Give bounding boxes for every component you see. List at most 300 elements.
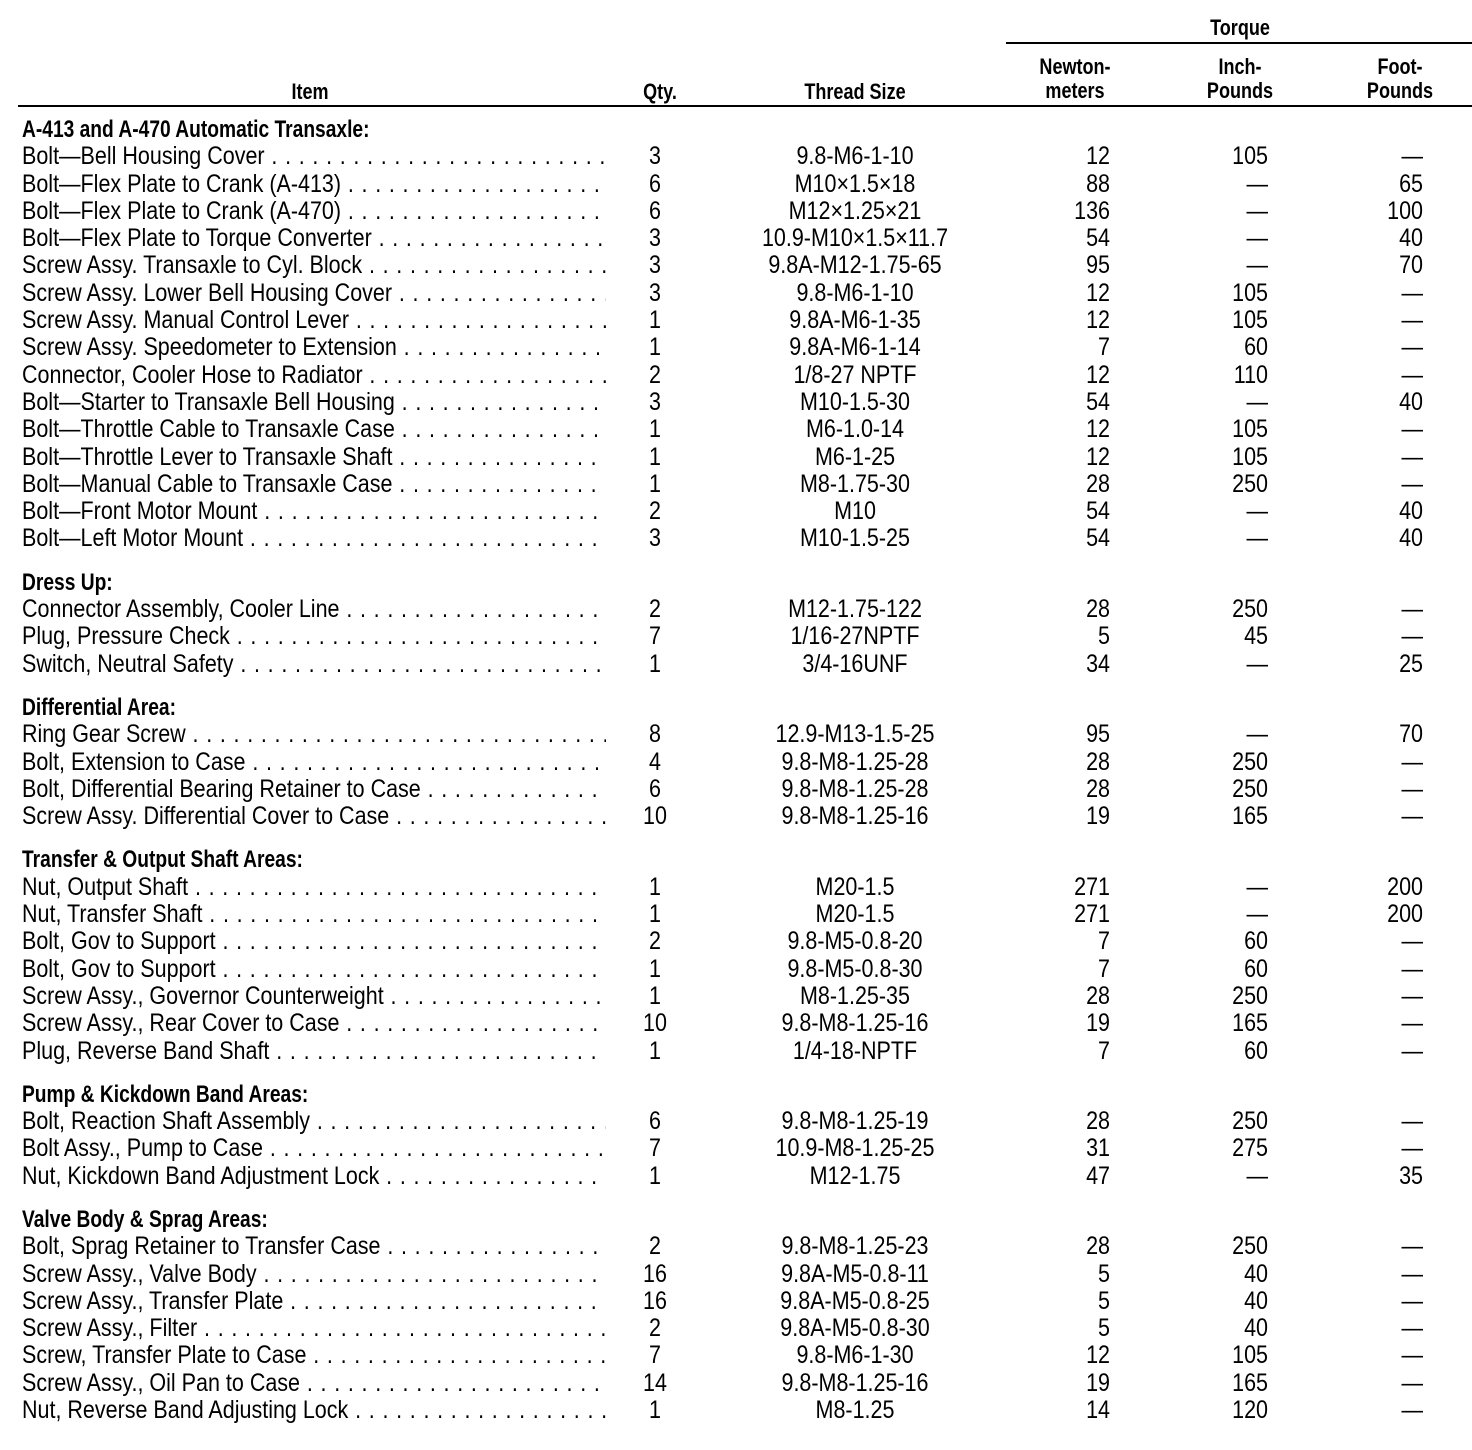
qty-cell: 8 [649, 720, 661, 749]
newton-meters-cell: 19 [1086, 1009, 1110, 1038]
qty-cell: 2 [649, 1232, 661, 1261]
inch-pounds-column-header [1191, 55, 1289, 103]
inch-pounds-cell: — [1246, 524, 1268, 553]
thread-size-cell: 9.8A-M5-0.8-11 [781, 1259, 929, 1288]
table-row [0, 252, 1472, 279]
table-row [0, 225, 1472, 252]
foot-pounds-cell: — [1401, 622, 1423, 651]
table-row [0, 525, 1472, 552]
thread-size-cell: 9.8A-M6-1-35 [789, 306, 921, 335]
thread-size-cell: M20-1.5 [815, 900, 895, 929]
qty-cell: 3 [649, 278, 661, 307]
foot-pounds-cell: — [1401, 442, 1423, 471]
qty-cell: 3 [649, 524, 661, 553]
ftlb-header-line1: Foot- [1377, 54, 1423, 79]
newton-meters-cell: 31 [1086, 1134, 1110, 1163]
foot-pounds-cell: — [1401, 802, 1423, 831]
thread-size-cell: 9.8-M8-1.25-23 [781, 1232, 929, 1261]
inch-pounds-cell: 165 [1232, 802, 1268, 831]
thread-size-cell: M10-1.5-25 [800, 524, 910, 553]
newton-meters-cell: 12 [1086, 360, 1110, 389]
header-bottom-rule [18, 105, 1472, 107]
foot-pounds-cell: — [1401, 1314, 1423, 1343]
qty-cell: 6 [649, 774, 661, 803]
qty-cell: 1 [649, 649, 661, 678]
thread-size-cell: 9.8-M8-1.25-16 [781, 802, 929, 831]
qty-cell: 1 [649, 306, 661, 335]
thread-size-cell: 9.8-M6-1-10 [796, 278, 914, 307]
item-label: Screw, Transfer Plate to Case . . . [22, 1342, 606, 1369]
thread-size-cell: M10-1.5-30 [800, 387, 910, 416]
foot-pounds-cell: — [1401, 595, 1423, 624]
item-label: Bolt—Left Motor Mount . . . [22, 525, 606, 552]
table-row [0, 1370, 1472, 1397]
inch-pounds-cell: 45 [1244, 622, 1268, 651]
inlb-header-line1: Inch- [1218, 54, 1262, 79]
foot-pounds-cell: — [1401, 1107, 1423, 1136]
section-title: Pump & Kickdown Band Areas: [22, 1080, 309, 1108]
foot-pounds-cell: 40 [1399, 224, 1423, 253]
newton-meters-cell: 28 [1086, 469, 1110, 498]
thread-size-cell: 9.8-M8-1.25-28 [781, 774, 929, 803]
qty-cell: 1 [649, 1036, 661, 1065]
qty-cell: 1 [649, 442, 661, 471]
inch-pounds-cell: — [1246, 169, 1268, 198]
table-row [0, 1010, 1472, 1037]
table-row [0, 171, 1472, 198]
thread-size-cell: 9.8A-M12-1.75-65 [768, 251, 942, 280]
table-row [0, 776, 1472, 803]
newton-meters-cell: 5 [1098, 1314, 1110, 1343]
inch-pounds-cell: 60 [1244, 333, 1268, 362]
foot-pounds-cell: — [1401, 1134, 1423, 1163]
qty-cell: 1 [649, 954, 661, 983]
inch-pounds-cell: 105 [1232, 306, 1268, 335]
inch-pounds-cell: — [1246, 1161, 1268, 1190]
thread-size-cell: 9.8-M8-1.25-16 [781, 1368, 929, 1397]
foot-pounds-cell: — [1401, 1286, 1423, 1315]
newton-meters-cell: 95 [1086, 251, 1110, 280]
thread-size-cell: 9.8-M8-1.25-28 [781, 747, 929, 776]
newton-meters-cell: 7 [1098, 333, 1110, 362]
inch-pounds-cell: 165 [1232, 1009, 1268, 1038]
item-label: Bolt, Gov to Support . . . [22, 928, 606, 955]
thread-size-cell: 9.8-M6-1-30 [796, 1341, 914, 1370]
inch-pounds-cell: 250 [1232, 595, 1268, 624]
item-label: Nut, Reverse Band Adjusting Lock . . . [22, 1397, 606, 1424]
newton-meters-cell: 136 [1074, 196, 1110, 225]
newton-meters-cell: 47 [1086, 1161, 1110, 1190]
thread-size-cell: 9.8-M8-1.25-16 [781, 1009, 929, 1038]
foot-pounds-cell: 25 [1399, 649, 1423, 678]
item-label: Screw Assy., Oil Pan to Case . . . [22, 1370, 606, 1397]
foot-pounds-column-header [1351, 55, 1449, 103]
thread-size-cell: 10.9-M10×1.5×11.7 [761, 224, 949, 253]
section-heading [0, 569, 1472, 596]
qty-cell: 3 [649, 387, 661, 416]
thread-size-cell: 1/8-27 NPTF [793, 360, 917, 389]
table-row [0, 1163, 1472, 1190]
item-label: Bolt Assy., Pump to Case . . . [22, 1135, 606, 1162]
inch-pounds-cell: — [1246, 649, 1268, 678]
thread-size-cell: M6-1-25 [814, 442, 896, 471]
inch-pounds-cell: — [1246, 224, 1268, 253]
inch-pounds-cell: 60 [1244, 1036, 1268, 1065]
table-row [0, 623, 1472, 650]
inch-pounds-cell: 250 [1232, 774, 1268, 803]
thread-size-cell: 9.8-M5-0.8-20 [787, 927, 923, 956]
thread-size-cell: M12-1.75 [809, 1161, 901, 1190]
item-label: Nut, Kickdown Band Adjustment Lock . . . [22, 1163, 606, 1190]
ftlb-header-line2: Pounds [1366, 78, 1434, 103]
section-heading [0, 1081, 1472, 1108]
item-label: Bolt—Manual Cable to Transaxle Case . . . [22, 471, 606, 498]
newton-meters-cell: 5 [1098, 1259, 1110, 1288]
nm-header-line1: Newton- [1039, 54, 1111, 79]
newton-meters-cell: 28 [1086, 774, 1110, 803]
newton-meters-cell: 19 [1086, 1368, 1110, 1397]
inch-pounds-cell: 250 [1232, 981, 1268, 1010]
newton-meters-cell: 14 [1086, 1396, 1110, 1425]
inch-pounds-cell: — [1246, 497, 1268, 526]
table-row [0, 901, 1472, 928]
thread-size-cell: M20-1.5 [815, 872, 895, 901]
item-label: Bolt, Extension to Case . . . [22, 749, 606, 776]
item-cell [22, 1397, 606, 1430]
qty-cell: 2 [649, 927, 661, 956]
newton-meters-cell: 28 [1086, 981, 1110, 1010]
thread-size-cell: 3/4-16UNF [802, 649, 908, 678]
newton-meters-cell: 7 [1098, 927, 1110, 956]
newton-meters-cell: 12 [1086, 415, 1110, 444]
newton-meters-cell: 5 [1098, 1286, 1110, 1315]
thread-size-cell: M8-1.75-30 [800, 469, 910, 498]
thread-size-cell: M10 [834, 497, 876, 526]
section-heading [0, 694, 1472, 721]
foot-pounds-cell: — [1401, 1009, 1423, 1038]
newton-meters-cell: 88 [1086, 169, 1110, 198]
item-label: Nut, Transfer Shaft . . . [22, 901, 606, 928]
table-row [0, 1261, 1472, 1288]
thread-size-cell: 10.9-M8-1.25-25 [775, 1134, 935, 1163]
qty-cell: 2 [649, 497, 661, 526]
inch-pounds-cell: — [1246, 251, 1268, 280]
newton-meters-cell: 54 [1086, 387, 1110, 416]
inch-pounds-cell: 105 [1232, 1341, 1268, 1370]
inch-pounds-cell: 250 [1232, 747, 1268, 776]
table-row [0, 1315, 1472, 1342]
newton-meters-cell: 28 [1086, 1232, 1110, 1261]
newton-meters-column-header [1026, 55, 1124, 103]
item-label: Screw Assy. Speedometer to Extension . . . [22, 334, 606, 361]
table-row [0, 956, 1472, 983]
inch-pounds-cell: 105 [1232, 278, 1268, 307]
item-label: Screw Assy., Valve Body . . . [22, 1261, 606, 1288]
table-row [0, 874, 1472, 901]
thread-size-column-header: Thread Size [804, 79, 906, 104]
inch-pounds-cell: 250 [1232, 1107, 1268, 1136]
inch-pounds-cell: 110 [1233, 360, 1268, 389]
newton-meters-cell: 34 [1086, 649, 1110, 678]
thread-size-cell: 9.8-M8-1.25-19 [781, 1107, 929, 1136]
foot-pounds-cell: — [1401, 1396, 1423, 1425]
foot-pounds-cell: — [1401, 415, 1423, 444]
foot-pounds-cell: — [1401, 1368, 1423, 1397]
newton-meters-cell: 54 [1086, 497, 1110, 526]
item-label: Bolt—Front Motor Mount . . . [22, 498, 606, 525]
qty-cell: 2 [649, 595, 661, 624]
section-heading [0, 846, 1472, 873]
newton-meters-cell: 7 [1098, 1036, 1110, 1065]
item-label: Bolt, Sprag Retainer to Transfer Case . . . [22, 1233, 606, 1260]
thread-size-cell: M12×1.25×21 [788, 196, 922, 225]
table-row [0, 1288, 1472, 1315]
newton-meters-cell: 54 [1086, 224, 1110, 253]
newton-meters-cell: 28 [1086, 595, 1110, 624]
foot-pounds-cell: — [1401, 469, 1423, 498]
item-column-header: Item [291, 79, 329, 104]
item-label: Bolt—Flex Plate to Crank (A-413) . . . [22, 171, 606, 198]
item-label: Ring Gear Screw . . . [22, 721, 606, 748]
thread-size-cell: M6-1.0-14 [805, 415, 904, 444]
section-heading [0, 1206, 1472, 1233]
inch-pounds-cell: 105 [1232, 415, 1268, 444]
section-title: Transfer & Output Shaft Areas: [22, 846, 303, 874]
thread-size-cell: M10×1.5×18 [794, 169, 916, 198]
inch-pounds-cell: — [1246, 720, 1268, 749]
qty-cell: 1 [649, 981, 661, 1010]
qty-cell: 4 [649, 747, 661, 776]
item-label: Screw Assy., Transfer Plate . . . [22, 1288, 606, 1315]
qty-cell: 1 [649, 333, 661, 362]
thread-size-cell: 12.9-M13-1.5-25 [775, 720, 935, 749]
newton-meters-cell: 54 [1086, 524, 1110, 553]
foot-pounds-cell: — [1401, 981, 1423, 1010]
item-label: Bolt—Flex Plate to Crank (A-470) . . . [22, 198, 606, 225]
qty-cell: 1 [649, 900, 661, 929]
item-label: Screw Assy. Differential Cover to Case . . . [22, 803, 606, 830]
thread-size-cell: 1/4-18-NPTF [792, 1036, 918, 1065]
foot-pounds-cell: 35 [1399, 1161, 1423, 1190]
qty-cell: 2 [649, 360, 661, 389]
foot-pounds-cell: — [1401, 278, 1423, 307]
inch-pounds-cell: 120 [1232, 1396, 1268, 1425]
inch-pounds-cell: 40 [1244, 1314, 1268, 1343]
foot-pounds-cell: — [1401, 142, 1423, 171]
inch-pounds-cell: 105 [1232, 142, 1268, 171]
table-row [0, 362, 1472, 389]
item-label: Plug, Reverse Band Shaft . . . [22, 1038, 606, 1065]
inch-pounds-cell: 40 [1244, 1286, 1268, 1315]
foot-pounds-cell: 70 [1399, 720, 1423, 749]
qty-cell: 1 [649, 1161, 661, 1190]
inlb-header-line2: Pounds [1206, 78, 1274, 103]
thread-size-cell: M8-1.25 [815, 1396, 895, 1425]
qty-cell: 10 [643, 1009, 667, 1038]
item-cell [22, 525, 606, 558]
qty-cell: 10 [643, 802, 667, 831]
qty-cell: 6 [649, 169, 661, 198]
section-title: Valve Body & Sprag Areas: [22, 1205, 268, 1233]
item-label: Bolt—Starter to Transaxle Bell Housing . . . [22, 389, 606, 416]
qty-cell: 1 [649, 1396, 661, 1425]
table-row [0, 721, 1472, 748]
inch-pounds-cell: 275 [1232, 1134, 1268, 1163]
foot-pounds-cell: — [1401, 1232, 1423, 1261]
item-label: Bolt, Differential Bearing Retainer to Case . . . [22, 776, 606, 803]
foot-pounds-cell: — [1401, 360, 1423, 389]
thread-size-cell: M8-1.25-35 [800, 981, 910, 1010]
foot-pounds-cell: — [1401, 1259, 1423, 1288]
qty-column-header: Qty. [643, 79, 677, 104]
qty-cell: 6 [649, 196, 661, 225]
newton-meters-cell: 28 [1086, 1107, 1110, 1136]
newton-meters-cell: 271 [1074, 872, 1110, 901]
torque-spec-table-body [0, 116, 1472, 1424]
foot-pounds-cell: 200 [1387, 900, 1423, 929]
thread-size-cell: 9.8A-M5-0.8-30 [780, 1314, 930, 1343]
qty-cell: 7 [649, 622, 661, 651]
item-label: Plug, Pressure Check . . . [22, 623, 606, 650]
inch-pounds-cell: 250 [1232, 1232, 1268, 1261]
foot-pounds-cell: 40 [1399, 497, 1423, 526]
item-label: Connector Assembly, Cooler Line . . . [22, 596, 606, 623]
item-label: Screw Assy., Rear Cover to Case . . . [22, 1010, 606, 1037]
foot-pounds-cell: — [1401, 333, 1423, 362]
newton-meters-cell: 12 [1086, 442, 1110, 471]
inch-pounds-cell: — [1246, 196, 1268, 225]
newton-meters-cell: 19 [1086, 802, 1110, 831]
item-cell [22, 651, 606, 684]
item-label: Switch, Neutral Safety . . . [22, 651, 606, 678]
qty-cell: 1 [649, 872, 661, 901]
table-row [0, 334, 1472, 361]
table-row [0, 1397, 1472, 1424]
section-heading [0, 116, 1472, 143]
table-row [0, 416, 1472, 443]
thread-size-cell: 9.8-M6-1-10 [796, 142, 914, 171]
foot-pounds-cell: 70 [1399, 251, 1423, 280]
item-label: Bolt—Flex Plate to Torque Converter . . . [22, 225, 606, 252]
table-row [0, 1342, 1472, 1369]
item-cell [22, 803, 606, 836]
foot-pounds-cell: 65 [1399, 169, 1423, 198]
foot-pounds-cell: — [1401, 774, 1423, 803]
table-row [0, 596, 1472, 623]
item-label: Bolt, Gov to Support . . . [22, 956, 606, 983]
torque-group-rule [1006, 42, 1472, 44]
table-row [0, 928, 1472, 955]
foot-pounds-cell: — [1401, 954, 1423, 983]
table-row [0, 651, 1472, 678]
table-row [0, 498, 1472, 525]
newton-meters-cell: 12 [1086, 278, 1110, 307]
foot-pounds-cell: 200 [1387, 872, 1423, 901]
foot-pounds-cell: — [1401, 306, 1423, 335]
table-row [0, 280, 1472, 307]
thread-size-cell: M12-1.75-122 [788, 595, 922, 624]
section-title: Dress Up: [22, 568, 113, 596]
table-row [0, 307, 1472, 334]
item-label: Bolt—Throttle Lever to Transaxle Shaft . . . [22, 444, 606, 471]
table-row [0, 471, 1472, 498]
inch-pounds-cell: 250 [1232, 469, 1268, 498]
table-row [0, 749, 1472, 776]
item-cell [22, 1038, 606, 1071]
qty-cell: 16 [643, 1259, 667, 1288]
newton-meters-cell: 12 [1086, 142, 1110, 171]
newton-meters-cell: 12 [1086, 1341, 1110, 1370]
inch-pounds-cell: 40 [1244, 1259, 1268, 1288]
newton-meters-cell: 12 [1086, 306, 1110, 335]
foot-pounds-cell: — [1401, 1036, 1423, 1065]
inch-pounds-cell: — [1246, 872, 1268, 901]
section-title: A-413 and A-470 Automatic Transaxle: [22, 116, 370, 143]
thread-size-cell: 1/16-27NPTF [790, 622, 920, 651]
table-row [0, 389, 1472, 416]
item-label: Bolt, Reaction Shaft Assembly . . . [22, 1108, 606, 1135]
newton-meters-cell: 5 [1098, 622, 1110, 651]
inch-pounds-cell: — [1246, 387, 1268, 416]
item-label: Screw Assy., Governor Counterweight . . . [22, 983, 606, 1010]
thread-size-cell: 9.8A-M5-0.8-25 [780, 1286, 930, 1315]
qty-cell: 3 [649, 224, 661, 253]
table-row [0, 983, 1472, 1010]
inch-pounds-cell: 60 [1244, 927, 1268, 956]
foot-pounds-cell: 40 [1399, 387, 1423, 416]
qty-cell: 7 [649, 1134, 661, 1163]
qty-cell: 3 [649, 142, 661, 171]
table-row [0, 444, 1472, 471]
table-row [0, 803, 1472, 830]
qty-cell: 3 [649, 251, 661, 280]
qty-cell: 1 [649, 469, 661, 498]
foot-pounds-cell: — [1401, 747, 1423, 776]
thread-size-cell: 9.8A-M6-1-14 [789, 333, 921, 362]
newton-meters-cell: 95 [1086, 720, 1110, 749]
qty-cell: 1 [649, 415, 661, 444]
table-row [0, 198, 1472, 225]
table-row [0, 1038, 1472, 1065]
item-label: Bolt—Throttle Cable to Transaxle Case . . . [22, 416, 606, 443]
newton-meters-cell: 271 [1074, 900, 1110, 929]
thread-size-cell: 9.8-M5-0.8-30 [787, 954, 923, 983]
item-label: Screw Assy. Manual Control Lever . . . [22, 307, 606, 334]
qty-cell: 2 [649, 1314, 661, 1343]
inch-pounds-cell: 105 [1232, 442, 1268, 471]
inch-pounds-cell: 60 [1244, 954, 1268, 983]
qty-cell: 14 [643, 1368, 667, 1397]
foot-pounds-cell: 40 [1399, 524, 1423, 553]
table-row [0, 143, 1472, 170]
foot-pounds-cell: — [1401, 927, 1423, 956]
table-row [0, 1233, 1472, 1260]
item-label: Screw Assy. Lower Bell Housing Cover . . . [22, 280, 606, 307]
item-label: Screw Assy. Transaxle to Cyl. Block . . . [22, 252, 606, 279]
item-label: Connector, Cooler Hose to Radiator . . . [22, 362, 606, 389]
table-row [0, 1108, 1472, 1135]
inch-pounds-cell: 165 [1232, 1368, 1268, 1397]
item-label: Bolt—Bell Housing Cover . . . [22, 143, 606, 170]
nm-header-line2: meters [1045, 78, 1105, 103]
qty-cell: 6 [649, 1107, 661, 1136]
item-cell [22, 1163, 606, 1196]
newton-meters-cell: 7 [1098, 954, 1110, 983]
inch-pounds-cell: — [1246, 900, 1268, 929]
table-row [0, 1135, 1472, 1162]
qty-cell: 7 [649, 1341, 661, 1370]
newton-meters-cell: 28 [1086, 747, 1110, 776]
